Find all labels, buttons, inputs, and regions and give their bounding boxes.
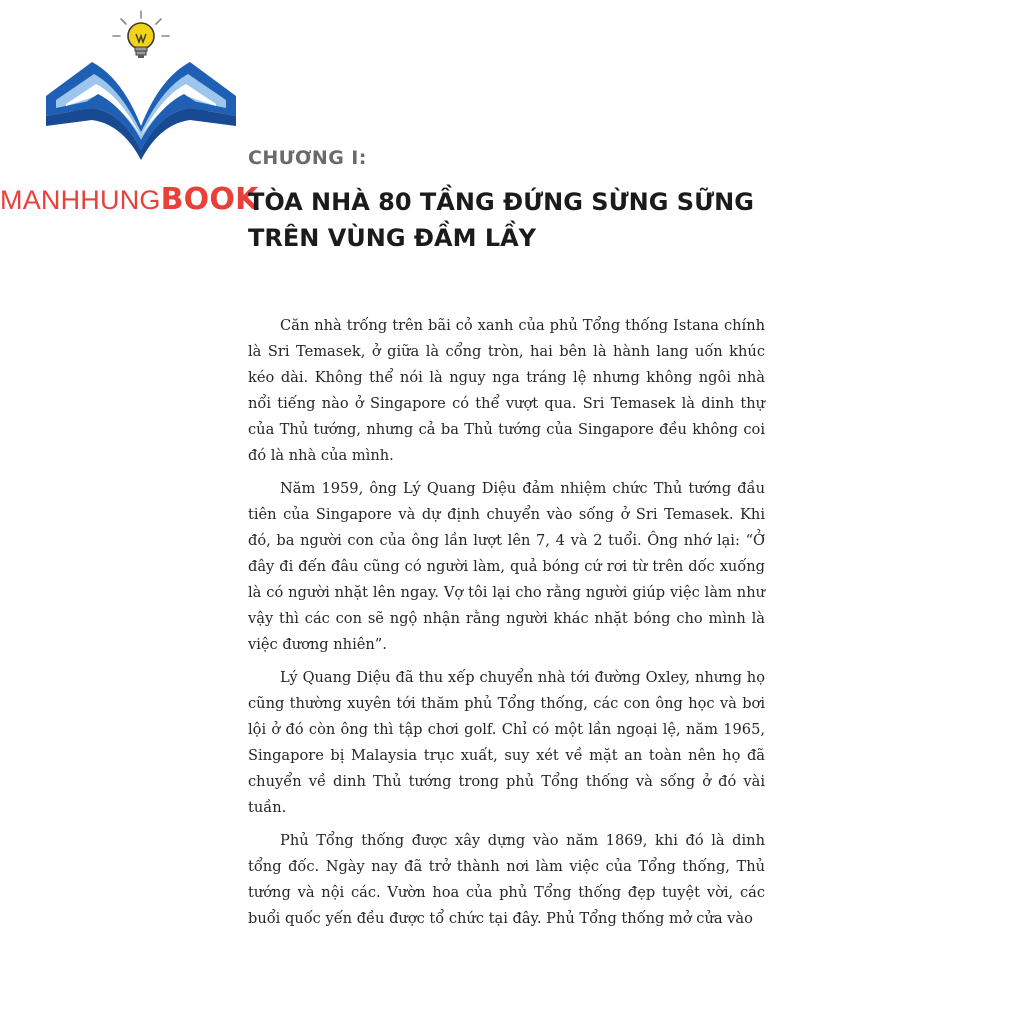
paragraph: Phủ Tổng thống được xây dựng vào năm 1869, khi đó là dinh tổng đốc. Ngày nay đã trở thành nơi làm việc của Tổng thống, Thủ tướng và nội các. Vườn hoa của phủ Tổng thống đẹp tuyệt vời, các buổi quốc yến đều được tổ chức tại đây. Phủ Tổng thống mở cửa vào bbox=[248, 832, 765, 927]
brand-wordmark bbox=[0, 183, 259, 217]
brand-name-part1: MANHHUNG bbox=[0, 185, 161, 215]
paragraph: Căn nhà trống trên bãi cỏ xanh của phủ Tổng thống Istana chính là Sri Temasek, ở giữa là cổng tròn, hai bên là hành lang uốn khúc kéo dài. Không thể nói là nguy nga tráng lệ nhưng không ngôi nhà nổi tiếng nào ở Singapore có thể vượt qua. Sri Temasek là dinh thự của Thủ tướng, nhưng cả ba Thủ tướng của Singapore đều không coi đó là nhà của mình. bbox=[248, 317, 765, 464]
paragraph: Lý Quang Diệu đã thu xếp chuyển nhà tới đường Oxley, nhưng họ cũng thường xuyên tới thăm phủ Tổng thống, các con ông học và bơi lội ở đó còn ông thì tập chơi golf. Chỉ có một lần ngoại lệ, năm 1965, Singapore bị Malaysia trục xuất, suy xét về mặt an toàn nên họ đã chuyển về dinh Thủ tướng trong phủ Tổng thống và sống ở đó vài tuần. bbox=[248, 669, 765, 816]
paragraph: Năm 1959, ông Lý Quang Diệu đảm nhiệm chức Thủ tướng đầu tiên của Singapore và dự định chuyển vào sống ở Sri Temasek. Khi đó, ba người con của ông lần lượt lên 7, 4 và 2 tuổi. Ông nhớ lại: “Ở đây đi đến đâu cũng có người làm, quả bóng cứ rơi từ trên dốc xuống là có người nhặt lên ngay. Vợ tôi lại cho rằng người giúp việc làm như vậy thì các con sẽ ngộ nhận rằng người khác nhặt bóng cho mình là việc đương nhiên”. bbox=[248, 480, 765, 653]
chapter-label: CHƯƠNG I: bbox=[248, 147, 367, 169]
brand-name-part2: BOOK bbox=[160, 182, 259, 217]
body-text bbox=[248, 313, 765, 939]
open-book-with-lightbulb-icon bbox=[40, 4, 250, 184]
chapter-title-line-2: TRÊN VÙNG ĐẦM LẦY bbox=[248, 224, 537, 252]
chapter-title-line-1: TÒA NHÀ 80 TẦNG ĐỨNG SỪNG SỮNG bbox=[248, 188, 754, 216]
chapter-title bbox=[248, 184, 788, 256]
